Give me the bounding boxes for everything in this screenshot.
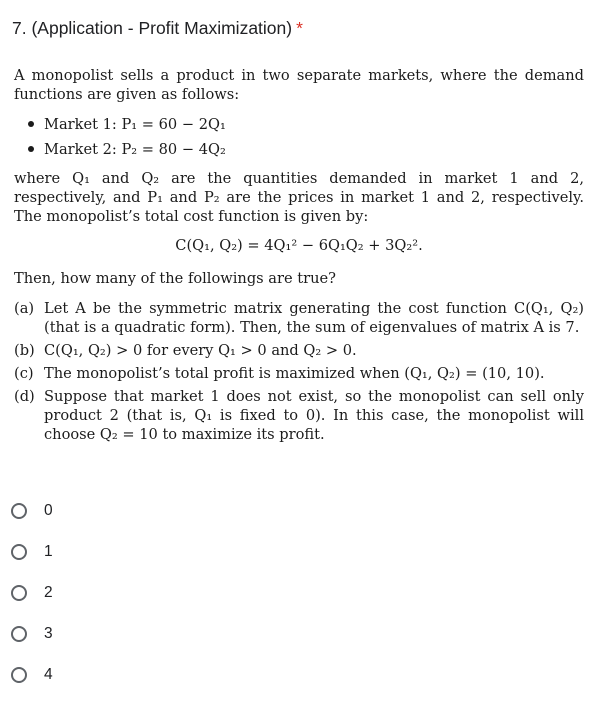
radio-button[interactable] [11,503,27,519]
statement-text: The monopolist’s total profit is maximized when (Q₁, Q₂) = (10, 10). [44,365,545,382]
statement-list [14,299,584,444]
option-label: 4 [44,665,53,683]
demand-market-1 [28,112,584,137]
answer-options [10,490,53,695]
question-prompt: Then, how many of the followings are true? [14,270,336,287]
problem-intro: A monopolist sells a product in two separate markets, where the demand functions are given as follows: [14,67,584,103]
market1-label: Market 1: [44,116,117,133]
statement-text: Suppose that market 1 does not exist, so the monopolist can sell only product 2 (that is, Q₁ is fixed to 0). In this case, the monopolist will choose Q₂ = 10 to maximize its profit. [44,388,584,443]
option-label: 2 [44,583,53,601]
market2-label: Market 2: [44,141,117,158]
demand-market-2 [28,137,584,162]
problem-image [14,66,584,448]
statement-label: (a) [14,300,35,317]
question-title-text: 7. (Application - Profit Maximization) [12,18,293,38]
bullet-icon [28,121,34,127]
statement-label: (c) [14,365,34,382]
option-label: 3 [44,624,53,642]
option-4[interactable] [10,654,53,695]
bullet-icon [28,146,34,152]
option-2[interactable] [10,572,53,613]
question-title [12,18,303,39]
radio-button[interactable] [11,585,27,601]
cost-function-equation: C(Q₁, Q₂) = 4Q₁² − 6Q₁Q₂ + 3Q₂². [175,237,423,254]
option-label: 1 [44,542,53,560]
option-0[interactable] [10,490,53,531]
statement-a [14,299,584,337]
statement-text: Let A be the symmetric matrix generating the cost function C(Q₁, Q₂) (that is a quadratic form). Then, the sum of eigenvalues of matrix A is 7. [44,300,584,336]
option-label: 0 [44,501,53,519]
radio-button[interactable] [11,667,27,683]
radio-button[interactable] [11,626,27,642]
statement-text: C(Q₁, Q₂) > 0 for every Q₁ > 0 and Q₂ > 0. [44,342,357,359]
demand-list [28,112,584,162]
statement-label: (d) [14,388,35,405]
statement-b [14,341,584,360]
market2-equation: P₂ = 80 − 4Q₂ [121,141,226,158]
statement-label: (b) [14,342,35,359]
market1-equation: P₁ = 60 − 2Q₁ [121,116,226,133]
radio-button[interactable] [11,544,27,560]
required-asterisk: * [296,18,303,38]
option-1[interactable] [10,531,53,572]
variable-description: where Q₁ and Q₂ are the quantities demanded in market 1 and 2, respectively, and P₁ and P₂ are the prices in market 1 and 2, respectively. The monopolist’s total cost function is given by: [14,170,584,225]
statement-d [14,387,584,444]
statement-c [14,364,584,383]
option-3[interactable] [10,613,53,654]
